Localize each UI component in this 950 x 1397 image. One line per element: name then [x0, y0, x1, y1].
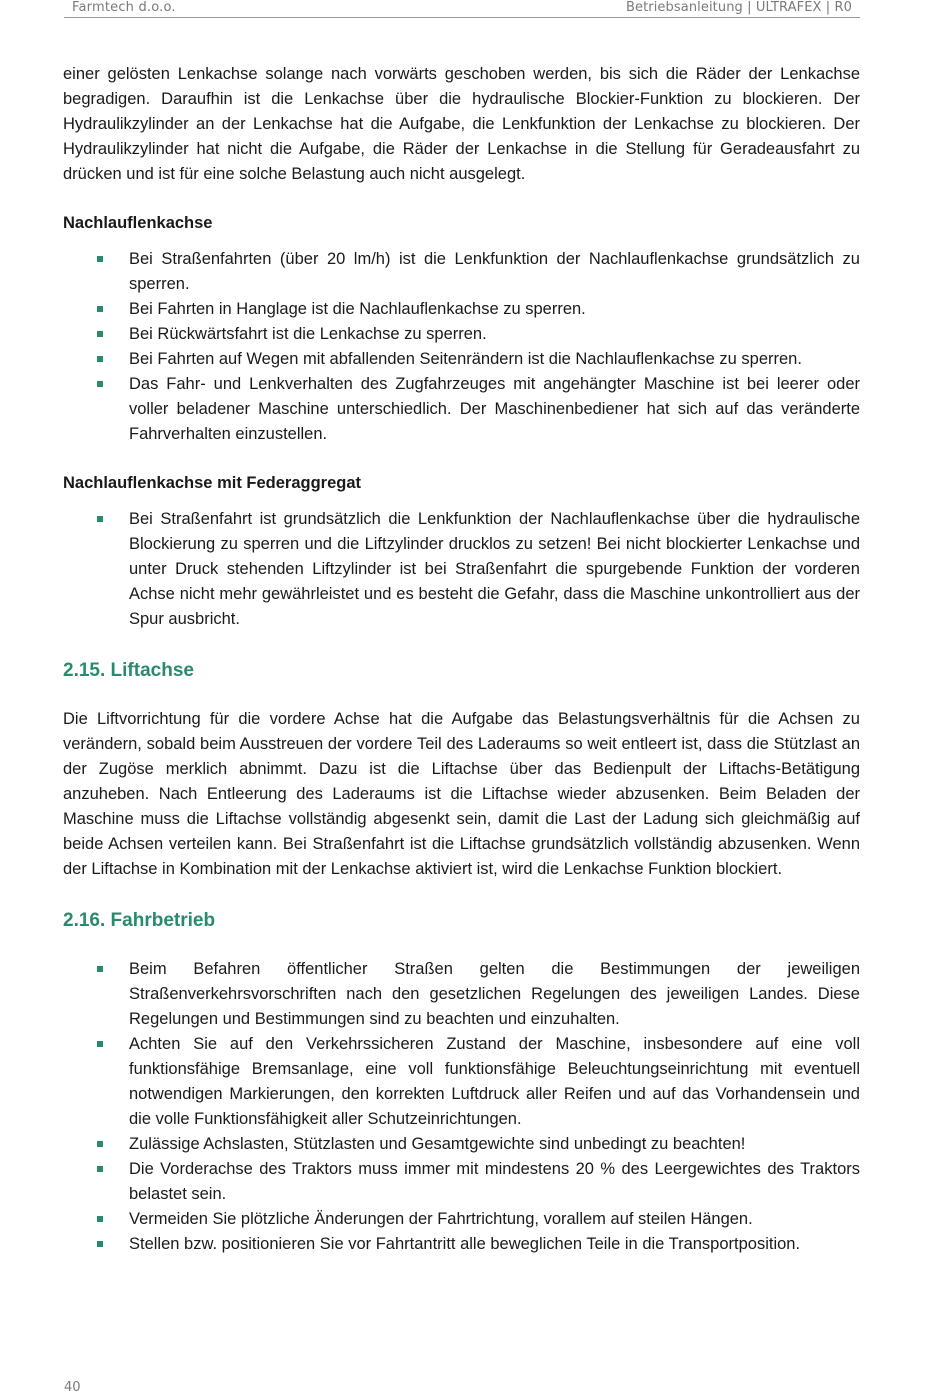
list-item-text: Achten Sie auf den Verkehrssicheren Zustand der Maschine, insbesondere auf eine voll funktionsfähige Bremsanlage, eine voll funktionsfähige Beleuchtungseinrichtung mit eventuell notwendigen Markierungen, den korrekten Luftdruck aller Reifen und auf das Vorhandensein und die volle Funktionsfähigkeit aller Schutzeinrichtungen. — [129, 1035, 860, 1128]
liftachse-paragraph: Die Liftvorrichtung für die vordere Achse hat die Aufgabe das Belastungsverhältnis für die Achsen zu verändern, sobald beim Ausstreuen der vordere Teil des Laderaums so weit entleert ist, dass die Stützlast an der Zugöse merklich abnimmt. Dazu ist die Liftachse über das Bedienpult der Liftachs-Betätigung anzuheben. Nach Entleerung des Laderaums ist die Liftachse wieder abzusenken. Beim Beladen der Maschine muss die Liftachse vollständig abgesenkt sein, damit die Last der Ladung sich gleichmäßig auf beide Achsen verteilen kann. Bei Straßenfahrt ist die Liftachse grundsätzlich vollständig abzusenken. Wenn der Liftachse in Kombination mit der Lenkachse aktiviert ist, wird die Lenkachse Funktion blockiert. — [63, 710, 860, 878]
list-item-text: Bei Fahrten auf Wegen mit abfallenden Seitenrändern ist die Nachlauflenkachse zu sperren. — [129, 350, 802, 368]
bullet-icon — [97, 256, 103, 262]
list-item — [63, 322, 860, 347]
list-item — [63, 1132, 860, 1157]
page-number: 40 — [64, 1380, 81, 1395]
list-item-text: Das Fahr- und Lenkverhalten des Zugfahrzeuges mit angehängter Maschine ist bei leerer oder voller beladener Maschine unterschiedlich. Der Maschinenbediener hat sich auf das veränderte Fahrverhalten einzustellen. — [129, 375, 860, 443]
list-item-text: Bei Fahrten in Hanglage ist die Nachlauflenkachse zu sperren. — [129, 300, 586, 318]
header-document-reference: Betriebsanleitung | ULTRAFEX | R0 — [625, 0, 852, 15]
list-item-text: Bei Straßenfahrt ist grundsätzlich die Lenkfunktion der Nachlauflenkachse über die hydraulische Blockierung zu sperren und die Liftzylinder drucklos zu setzen! Bei nicht blockierter Lenkachse und unter Druck stehenden Liftzylinder ist bei Straßenfahrt die spurgebende Funktion der vorderen Achse nicht mehr gewährleistet und es besteht die Gefahr, dass die Maschine unkontrolliert aus der Spur ausbricht. — [129, 510, 860, 628]
bullet-icon — [97, 1216, 103, 1222]
page-header — [64, 0, 860, 18]
list-item-text: Stellen bzw. positionieren Sie vor Fahrtantritt alle beweglichen Teile in die Transportposition. — [129, 1235, 801, 1253]
bullet-icon — [97, 1166, 103, 1172]
list-item — [63, 372, 860, 447]
fahrbetrieb-list — [63, 957, 860, 1257]
bullet-icon — [97, 356, 103, 362]
heading-federaggregat: Nachlauflenkachse mit Federaggregat — [63, 474, 362, 492]
list-item-text: Zulässige Achslasten, Stützlasten und Gesamtgewichte sind unbedingt zu beachten! — [129, 1135, 746, 1153]
bullet-icon — [97, 306, 103, 312]
list-item — [63, 957, 860, 1032]
bullet-icon — [97, 1141, 103, 1147]
page-content — [63, 62, 860, 1257]
list-item — [63, 507, 860, 632]
bullet-icon — [97, 331, 103, 337]
section-heading-fahrbetrieb: 2.16. Fahrbetrieb — [63, 910, 216, 931]
federaggregat-list — [63, 507, 860, 632]
list-item-text: Vermeiden Sie plötzliche Änderungen der Fahrtrichtung, vorallem auf steilen Hängen. — [129, 1210, 753, 1228]
bullet-icon — [97, 1241, 103, 1247]
list-item — [63, 1032, 860, 1132]
list-item — [63, 1157, 860, 1207]
heading-nachlauflenkachse: Nachlauflenkachse — [63, 214, 213, 232]
list-item-text: Die Vorderachse des Traktors muss immer mit mindestens 20 % des Leergewichtes des Traktors belastet sein. — [129, 1160, 860, 1203]
list-item-text: Bei Straßenfahrten (über 20 lm/h) ist die Lenkfunktion der Nachlauflenkachse grundsätzlich zu sperren. — [129, 250, 860, 293]
list-item — [63, 1232, 860, 1257]
bullet-icon — [97, 966, 103, 972]
intro-paragraph: einer gelösten Lenkachse solange nach vorwärts geschoben werden, bis sich die Räder der Lenkachse begradigen. Daraufhin ist die Lenkachse über die hydraulische Blockier-Funktion zu blockieren. Der Hydraulikzylinder an der Lenkachse hat die Aufgabe, die Lenkfunktion der Lenkachse zu blockieren. Der Hydraulikzylinder hat nicht die Aufgabe, die Räder der Lenkachse in die Stellung für Geradeausfahrt zu drücken und ist für eine solche Belastung auch nicht ausgelegt. — [63, 65, 860, 183]
bullet-icon — [97, 1041, 103, 1047]
list-item — [63, 247, 860, 297]
list-item — [63, 1207, 860, 1232]
bullet-icon — [97, 516, 103, 522]
list-item — [63, 347, 860, 372]
list-item-text: Beim Befahren öffentlicher Straßen gelten die Bestimmungen der jeweiligen Straßenverkehrsvorschriften nach den gesetzlichen Regelungen des jeweiligen Landes. Diese Regelungen und Bestimmungen sind zu beachten und einzuhalten. — [129, 960, 860, 1028]
list-item-text: Bei Rückwärtsfahrt ist die Lenkachse zu sperren. — [129, 325, 487, 343]
bullet-icon — [97, 381, 103, 387]
section-heading-liftachse: 2.15. Liftachse — [63, 660, 194, 681]
nachlauflenkachse-list — [63, 247, 860, 447]
list-item — [63, 297, 860, 322]
header-company: Farmtech d.o.o. — [72, 0, 176, 15]
